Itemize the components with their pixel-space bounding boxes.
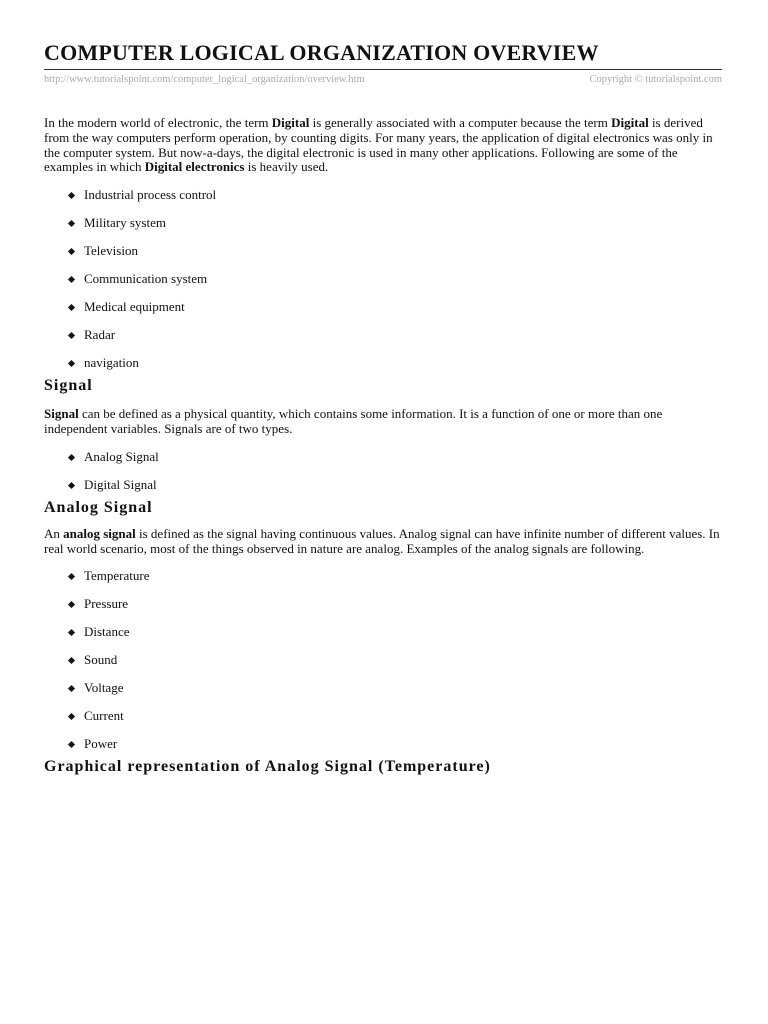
applications-list bbox=[44, 188, 722, 376]
bullet-icon bbox=[68, 304, 75, 311]
bullet-icon bbox=[68, 276, 75, 283]
analog-signal-heading: Analog Signal bbox=[44, 498, 153, 516]
bullet-icon bbox=[68, 713, 75, 720]
list-item: Medical equipment bbox=[44, 300, 722, 328]
bullet-icon bbox=[68, 332, 75, 339]
list-item: Temperature bbox=[44, 569, 722, 597]
bullet-icon bbox=[68, 248, 75, 255]
signal-types-list bbox=[44, 450, 722, 498]
document-page bbox=[44, 40, 722, 777]
bullet-icon bbox=[68, 741, 75, 748]
analog-signal-paragraph: An analog signal is defined as the signal having continuous values. Analog signal can have infinite number of different values. In real world scenario, most of the things observed in nature are analog. Examples of the analog signals are following. bbox=[44, 525, 720, 556]
list-item: Digital Signal bbox=[44, 478, 722, 498]
list-item: Communication system bbox=[44, 272, 722, 300]
signal-paragraph: Signal can be defined as a physical quantity, which contains some information. It is a function of one or more than one independent variables. Signals are of two types. bbox=[44, 406, 663, 436]
bullet-icon bbox=[68, 601, 75, 608]
copyright-notice: Copyright © tutorialspoint.com bbox=[589, 74, 722, 85]
page-title: COMPUTER LOGICAL ORGANIZATION OVERVIEW bbox=[44, 40, 599, 65]
list-item: Voltage bbox=[44, 681, 722, 709]
list-item: Distance bbox=[44, 625, 722, 653]
bullet-icon bbox=[68, 220, 75, 227]
graph-heading: Graphical representation of Analog Signal (Temperature) bbox=[44, 758, 491, 776]
bullet-icon bbox=[68, 192, 75, 199]
list-item: Industrial process control bbox=[44, 188, 722, 216]
list-item: Analog Signal bbox=[44, 450, 722, 478]
list-item: Power bbox=[44, 737, 722, 757]
list-item: navigation bbox=[44, 356, 722, 376]
signal-heading: Signal bbox=[44, 377, 93, 395]
list-item: Sound bbox=[44, 653, 722, 681]
list-item: Pressure bbox=[44, 597, 722, 625]
list-item: Television bbox=[44, 244, 722, 272]
bullet-icon bbox=[68, 454, 75, 461]
bullet-icon bbox=[68, 360, 75, 367]
source-url-link[interactable]: http://www.tutorialspoint.com/computer_logical_organization/overview.htm bbox=[44, 74, 365, 85]
bullet-icon bbox=[68, 573, 75, 580]
bullet-icon bbox=[68, 657, 75, 664]
title-divider bbox=[44, 69, 722, 70]
list-item: Current bbox=[44, 709, 722, 737]
bullet-icon bbox=[68, 482, 75, 489]
page-meta bbox=[44, 73, 722, 86]
intro-paragraph: In the modern world of electronic, the term Digital is generally associated with a computer because the term Digital is derived from the way computers perform operation, by counting digits. For many years, the application of digital electronics was only in the computer system. But now-a-days, the digital electronic is used in many other applications. Following are some of the examples in which Digital electronics is heavily used. bbox=[44, 115, 713, 175]
analog-examples-list bbox=[44, 569, 722, 757]
bullet-icon bbox=[68, 629, 75, 636]
list-item: Military system bbox=[44, 216, 722, 244]
list-item: Radar bbox=[44, 328, 722, 356]
bullet-icon bbox=[68, 685, 75, 692]
